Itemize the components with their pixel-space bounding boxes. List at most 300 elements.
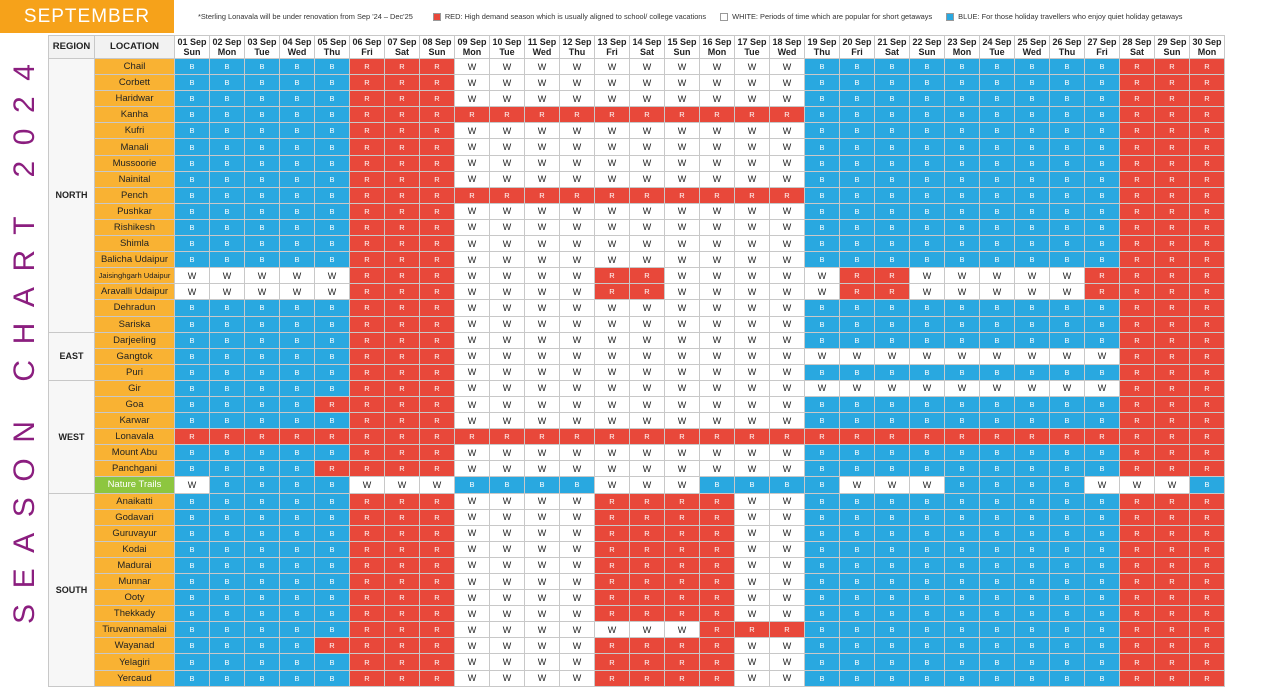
season-cell: W [455,493,490,509]
season-cell: B [315,107,350,123]
season-cell: B [1050,236,1085,252]
season-cell: B [1050,91,1085,107]
season-cell: B [840,574,875,590]
season-cell: B [910,622,945,638]
season-cell: B [980,187,1015,203]
season-cell: B [980,574,1015,590]
day-weekday: Tue [499,47,515,57]
season-cell: R [385,606,420,622]
season-cell: W [735,557,770,573]
season-cell: R [385,107,420,123]
season-cell: B [1085,123,1120,139]
season-cell: B [175,557,210,573]
season-cell: B [245,59,280,75]
season-cell: W [490,219,525,235]
season-cell: R [385,557,420,573]
season-cell: W [595,316,630,332]
season-cell: W [490,525,525,541]
season-cell: R [385,670,420,686]
season-cell: B [805,300,840,316]
season-cell: W [525,284,560,300]
season-cell: B [245,300,280,316]
season-cell: B [1015,574,1050,590]
season-cell: B [315,493,350,509]
season-grid [48,35,1225,687]
season-cell: W [560,380,595,396]
season-cell: R [840,284,875,300]
season-cell: B [1015,252,1050,268]
season-cell: R [385,429,420,445]
day-date: 16 Sep [702,37,732,47]
season-cell: B [875,445,910,461]
season-cell: B [210,413,245,429]
season-cell: R [1120,429,1155,445]
season-cell: R [595,493,630,509]
season-cell: B [1050,396,1085,412]
season-cell: B [805,574,840,590]
season-cell: B [770,477,805,493]
season-cell: B [805,590,840,606]
season-cell: B [1050,509,1085,525]
season-cell: B [945,574,980,590]
season-cell: B [175,364,210,380]
location-cell: Chail [95,59,175,75]
season-cell: R [1120,445,1155,461]
season-cell: B [945,75,980,91]
season-cell: W [735,59,770,75]
location-cell: Panchgani [95,461,175,477]
season-cell: R [630,670,665,686]
season-cell: B [805,139,840,155]
season-cell: B [175,396,210,412]
season-cell: W [525,380,560,396]
season-cell: R [665,590,700,606]
season-cell: R [175,429,210,445]
location-cell: Darjeeling [95,332,175,348]
season-cell: R [455,107,490,123]
season-cell: R [630,557,665,573]
season-cell: B [210,396,245,412]
season-cell: W [525,252,560,268]
day-header [665,36,700,59]
season-cell: R [910,429,945,445]
season-cell: W [735,638,770,654]
season-cell: B [210,509,245,525]
season-cell: B [840,155,875,171]
season-cell: R [350,236,385,252]
season-cell: R [595,606,630,622]
season-cell: W [665,139,700,155]
season-cell: B [980,557,1015,573]
season-cell: W [700,123,735,139]
season-cell: W [770,525,805,541]
season-cell: W [735,139,770,155]
season-cell: B [315,525,350,541]
season-cell: R [420,107,455,123]
season-cell: B [945,236,980,252]
day-date: 04 Sep [282,37,312,47]
season-cell: B [910,123,945,139]
season-cell: W [245,268,280,284]
season-cell: W [175,284,210,300]
season-cell: B [245,219,280,235]
season-cell: B [910,107,945,123]
season-cell: R [1190,316,1225,332]
season-cell: R [630,107,665,123]
season-cell: B [980,219,1015,235]
season-cell: B [245,541,280,557]
legend-red-text: RED: High demand season which is usually aligned to school/ college vacations [444,12,707,21]
season-cell: B [455,477,490,493]
day-weekday: Wed [287,47,307,57]
location-cell: Ooty [95,590,175,606]
season-cell: R [350,622,385,638]
season-cell: B [980,316,1015,332]
season-cell: R [700,493,735,509]
season-cell: B [315,413,350,429]
day-date: 03 Sep [247,37,277,47]
season-cell: W [630,380,665,396]
season-cell: R [700,574,735,590]
season-cell: W [595,75,630,91]
day-weekday: Fri [606,47,618,57]
season-cell: B [245,445,280,461]
season-cell: B [805,236,840,252]
season-cell: W [700,364,735,380]
season-cell: B [910,590,945,606]
season-cell: W [700,445,735,461]
season-cell: R [595,107,630,123]
season-cell: W [490,155,525,171]
season-cell: R [630,509,665,525]
season-cell: W [560,493,595,509]
season-cell: W [630,622,665,638]
season-cell: R [420,252,455,268]
season-cell: W [525,91,560,107]
legend [178,0,1280,33]
location-cell: Mussoorie [95,155,175,171]
season-cell: B [945,187,980,203]
season-cell: W [455,300,490,316]
season-cell: R [350,461,385,477]
season-cell: B [245,155,280,171]
season-cell: B [875,171,910,187]
season-cell: B [245,557,280,573]
season-cell: B [245,670,280,686]
season-cell: B [175,348,210,364]
season-cell: W [770,670,805,686]
season-cell: R [1190,622,1225,638]
season-cell: B [280,574,315,590]
season-cell: B [1085,139,1120,155]
season-cell: B [175,107,210,123]
season-cell: W [595,348,630,364]
day-weekday: Wed [777,47,797,57]
location-cell: Shimla [95,236,175,252]
season-cell: B [910,574,945,590]
season-cell: B [1050,171,1085,187]
season-cell: R [1120,203,1155,219]
day-weekday: Mon [462,47,482,57]
table-row [49,493,1225,509]
season-cell: R [1190,123,1225,139]
season-cell: R [1155,654,1190,670]
season-cell: W [665,59,700,75]
season-cell: B [875,332,910,348]
season-cell: B [1015,91,1050,107]
season-cell: B [840,75,875,91]
location-cell: Gangtok [95,348,175,364]
season-cell: R [385,622,420,638]
season-cell: B [175,380,210,396]
season-cell: B [210,461,245,477]
day-weekday: Mon [707,47,727,57]
season-cell: R [385,316,420,332]
location-cell: Kanha [95,107,175,123]
season-cell: W [350,477,385,493]
season-cell: R [1120,364,1155,380]
season-cell: W [630,236,665,252]
season-cell: B [280,219,315,235]
season-cell: R [1155,300,1190,316]
season-cell: W [490,171,525,187]
season-cell: R [420,91,455,107]
day-date: 05 Sep [317,37,347,47]
season-cell: R [420,429,455,445]
season-cell: R [1085,284,1120,300]
location-cell: Rishikesh [95,219,175,235]
season-cell: R [1120,91,1155,107]
season-cell: W [455,268,490,284]
season-cell: B [280,557,315,573]
season-cell: W [560,171,595,187]
season-cell: R [350,429,385,445]
season-cell: R [385,171,420,187]
header-row [49,36,1225,59]
season-cell: B [945,477,980,493]
season-cell: B [875,606,910,622]
season-cell: R [420,171,455,187]
table-row [49,622,1225,638]
season-cell: B [1085,364,1120,380]
season-cell: W [735,91,770,107]
season-cell: W [560,155,595,171]
season-cell: B [875,638,910,654]
season-cell: R [1155,203,1190,219]
day-header [245,36,280,59]
season-cell: B [945,606,980,622]
season-cell: W [560,268,595,284]
season-cell: R [1155,91,1190,107]
season-cell: W [770,590,805,606]
season-cell: W [525,638,560,654]
season-cell: R [1190,364,1225,380]
season-cell: R [420,654,455,670]
season-cell: R [350,606,385,622]
season-cell: W [595,380,630,396]
season-cell: B [840,187,875,203]
season-cell: R [1155,413,1190,429]
season-cell: B [1085,219,1120,235]
season-cell: B [805,525,840,541]
season-cell: B [1085,316,1120,332]
table-row [49,171,1225,187]
season-cell: W [945,348,980,364]
season-cell: B [245,236,280,252]
season-cell: R [700,541,735,557]
day-header [175,36,210,59]
season-cell: B [175,332,210,348]
day-weekday: Mon [952,47,972,57]
day-date: 26 Sep [1052,37,1082,47]
season-cell: W [560,332,595,348]
season-cell: W [875,380,910,396]
table-row [49,396,1225,412]
season-cell: R [420,139,455,155]
season-cell: B [840,654,875,670]
season-cell: B [945,91,980,107]
season-cell: W [1015,268,1050,284]
season-cell: B [1050,622,1085,638]
season-cell: B [1085,300,1120,316]
season-cell: B [210,477,245,493]
season-cell: B [175,316,210,332]
season-cell: B [1085,75,1120,91]
season-cell: B [280,91,315,107]
location-cell: Jaisinghgarh Udaipur [95,268,175,284]
season-cell: B [175,187,210,203]
season-cell: R [700,590,735,606]
season-cell: B [1015,139,1050,155]
season-cell: W [455,509,490,525]
season-cell: R [1155,107,1190,123]
season-cell: B [175,59,210,75]
season-cell: B [840,445,875,461]
season-cell: R [700,429,735,445]
location-cell: Goa [95,396,175,412]
season-cell: R [1190,541,1225,557]
season-cell: R [420,574,455,590]
season-cell: R [1120,396,1155,412]
season-cell: B [875,203,910,219]
season-cell: W [700,284,735,300]
season-cell: R [1120,107,1155,123]
season-cell: W [490,445,525,461]
season-cell: B [525,477,560,493]
season-cell: B [910,139,945,155]
season-cell: B [210,541,245,557]
season-cell: W [595,219,630,235]
season-cell: R [1120,541,1155,557]
season-cell: W [595,461,630,477]
season-cell: W [490,541,525,557]
season-cell: W [735,123,770,139]
table-row [49,557,1225,573]
season-cell: W [490,348,525,364]
season-cell: R [1085,429,1120,445]
season-cell: W [630,59,665,75]
season-cell: W [700,171,735,187]
season-cell: R [1155,364,1190,380]
season-cell: R [630,638,665,654]
season-cell: W [980,284,1015,300]
season-cell: W [525,171,560,187]
season-cell: R [1120,493,1155,509]
season-cell: B [315,541,350,557]
season-cell: R [420,557,455,573]
season-cell: R [385,396,420,412]
season-cell: R [1190,445,1225,461]
season-cell: B [875,396,910,412]
season-cell: R [350,252,385,268]
season-cell: R [420,219,455,235]
season-cell: W [560,123,595,139]
season-cell: R [1155,75,1190,91]
season-cell: W [490,75,525,91]
season-cell: R [315,396,350,412]
season-cell: W [700,252,735,268]
season-cell: W [525,396,560,412]
season-cell: B [910,445,945,461]
season-cell: B [1085,396,1120,412]
location-cell: Manali [95,139,175,155]
season-cell: B [210,670,245,686]
season-cell: W [490,139,525,155]
season-cell: R [385,638,420,654]
season-cell: B [175,525,210,541]
season-cell: B [840,252,875,268]
season-cell: B [1085,461,1120,477]
season-cell: B [175,413,210,429]
season-cell: W [560,525,595,541]
season-cell: B [875,316,910,332]
season-cell: B [280,252,315,268]
season-cell: W [455,316,490,332]
season-cell: B [1050,493,1085,509]
season-cell: R [1120,557,1155,573]
season-chart-title-text: SEASON CHART 2024 [8,64,41,624]
season-cell: R [1190,590,1225,606]
season-cell: B [1050,300,1085,316]
season-cell: R [595,638,630,654]
day-weekday: Tue [744,47,760,57]
location-cell: Kodai [95,541,175,557]
season-cell: W [665,461,700,477]
season-cell: R [945,429,980,445]
season-cell: B [1085,509,1120,525]
season-cell: W [490,557,525,573]
season-cell: R [1155,525,1190,541]
season-cell: R [420,268,455,284]
season-cell: B [245,396,280,412]
season-cell: B [280,236,315,252]
season-cell: W [770,493,805,509]
day-date: 30 Sep [1192,37,1222,47]
season-cell: R [1155,252,1190,268]
season-cell: R [1190,332,1225,348]
season-cell: R [595,654,630,670]
season-cell: W [1155,477,1190,493]
season-cell: R [1120,155,1155,171]
season-cell: W [560,91,595,107]
season-cell: B [945,123,980,139]
season-cell: R [875,429,910,445]
season-cell: B [1015,509,1050,525]
season-cell: B [1015,219,1050,235]
season-cell: B [980,236,1015,252]
season-cell: R [420,590,455,606]
season-cell: W [455,445,490,461]
